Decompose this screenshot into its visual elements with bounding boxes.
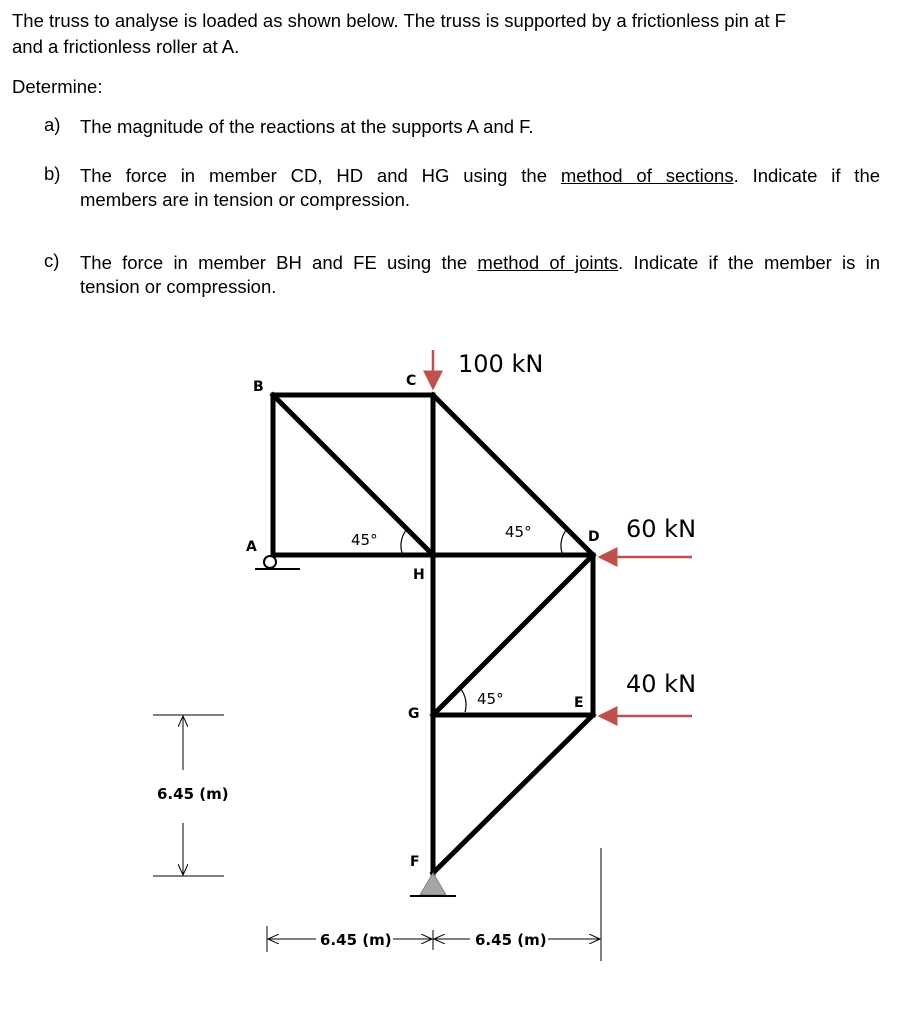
member-ef [433,715,593,873]
node-label-b: B [253,379,264,395]
node-label-h: H [413,567,425,583]
member-dg [433,555,593,715]
angle-label-h: 45° [351,531,378,549]
intro-line-1: The truss to analyse is loaded as shown below. The truss is supported by a frictionless pin at F [12,10,786,31]
question-c-line-2: tension or compression. [80,276,277,297]
roller-support-a [255,556,300,569]
node-label-c: C [406,373,417,389]
method-of-sections-link[interactable]: method of sections [560,165,734,186]
question-b-text-post: . Indicate if the [733,165,881,186]
question-b-text-pre: The force in member CD, HD and HG using the [80,165,548,186]
question-b-marker: b) [44,163,61,184]
node-label-a: A [246,539,257,555]
node-label-d: D [588,529,600,545]
angle-label-d: 45° [505,523,532,541]
force-label-40kn: 40 kN [626,670,697,698]
method-of-joints-link[interactable]: method of joints [477,252,619,273]
dim-label-h2: 6.45 (m) [475,931,547,949]
question-c-text-post: . Indicate if the member is in [618,252,881,273]
node-label-g: G [408,706,420,722]
force-label-100kn: 100 kN [458,350,544,378]
force-labels [458,350,696,698]
pin-support-f [410,873,456,896]
dim-label-vertical: 6.45 (m) [157,785,229,803]
truss-members [273,395,593,873]
node-labels [246,373,600,870]
dim-label-h1: 6.45 (m) [320,931,392,949]
angle-labels [351,523,532,708]
angle-arc-g [460,688,466,712]
force-label-60kn: 60 kN [626,515,697,543]
question-a-text: The magnitude of the reactions at the supports A and F. [80,116,534,137]
determine-label: Determine: [12,76,103,97]
angle-label-g: 45° [477,690,504,708]
question-a-marker: a) [44,114,61,135]
angle-arc-h [401,529,407,553]
question-c-text-pre: The force in member BH and FE using the [80,252,468,273]
node-label-e: E [574,695,584,711]
question-c-marker: c) [44,250,60,271]
question-b-line-2: members are in tension or compression. [80,189,411,210]
intro-line-2: and a frictionless roller at A. [12,36,240,57]
angle-arc-d [561,529,567,553]
node-label-f: F [410,854,420,870]
